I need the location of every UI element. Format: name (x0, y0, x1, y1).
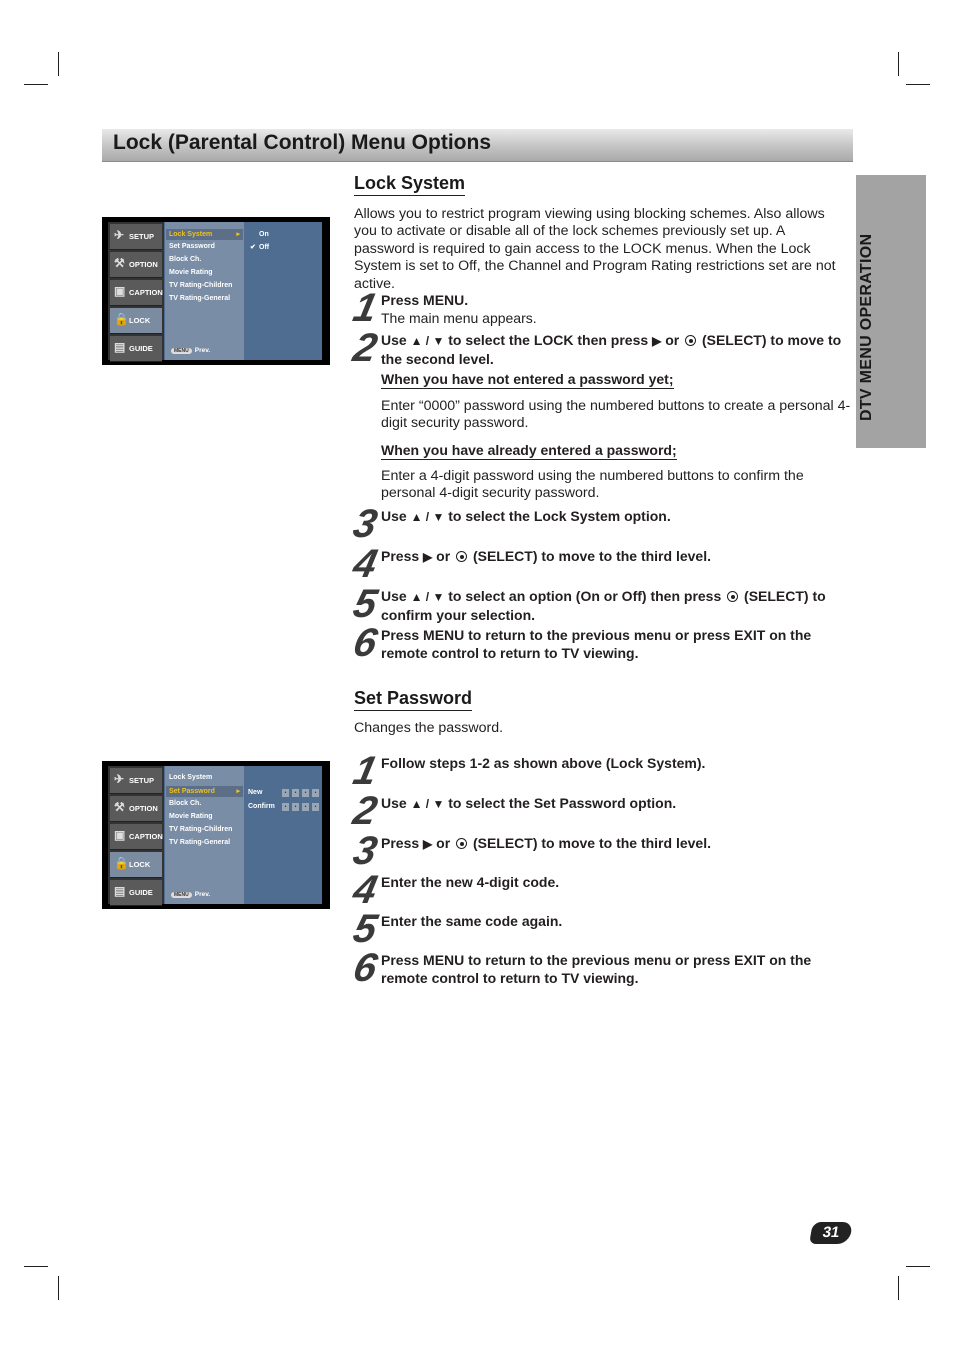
up-down-arrow-icon: ▲ / ▼ (410, 797, 445, 811)
right-arrow-icon: ▶ (423, 837, 433, 851)
lock-icon: 🔒 (114, 312, 129, 326)
wrench-icon: ⚒ (114, 256, 125, 270)
step-number: 4 (349, 868, 380, 912)
step-number: 6 (349, 621, 380, 665)
osd-menu-item: TV Rating-General (169, 839, 231, 846)
osd-menu-item: TV Rating-General (169, 295, 231, 302)
step-text: Press MENU. (381, 292, 469, 308)
select-button-icon (456, 838, 467, 849)
osd-menu-item: TV Rating-Children (169, 826, 233, 833)
step-number: 5 (349, 582, 380, 626)
osd-setup-button: ✈ SETUP (110, 768, 162, 794)
osd-menu-item: Set Password ▸ (166, 786, 243, 797)
osd-menu-item: Block Ch. (169, 256, 202, 263)
step-number: 1 (349, 749, 380, 793)
osd-lock-button: 🔒 LOCK (110, 308, 162, 334)
lock-system-intro: Allows you to restrict program viewing using blocking schemes. Also allows you to activate or disable all of the lock schemes previously set up. A password is required to gain access to the LOCK menus. When the Lock System is set to Off, the Channel and Program Rating restrictions set are not active. (354, 206, 836, 292)
lock-icon: 🔒 (114, 856, 129, 870)
osd-digit-box: • (282, 789, 289, 797)
step-number: 5 (349, 907, 380, 951)
select-button-icon (685, 335, 696, 346)
osd-prev-hint: MENU Prev. (171, 891, 210, 898)
caption-icon: ▣ (114, 284, 126, 298)
osd-digit-box: • (282, 803, 289, 811)
wrench-icon: ⚒ (114, 800, 125, 814)
osd-digit-box: • (302, 789, 309, 797)
osd-menu-item: Lock System ▸ (166, 229, 243, 240)
osd-option-on: On (259, 231, 269, 238)
step-text: Press MENU to return to the previous menu or press EXIT on the remote control to return to TV viewing. (381, 627, 812, 661)
set-password-intro: Changes the password. (354, 720, 504, 736)
crop-mark (898, 1276, 899, 1300)
page-title: Lock (Parental Control) Menu Options (113, 131, 492, 154)
osd-sidebar (108, 766, 164, 904)
crop-mark (24, 84, 48, 85)
step-text: Enter the same code again. (381, 913, 563, 929)
osd-digit-box: • (292, 789, 299, 797)
note-text-no-password: Enter “0000” password using the numbered buttons to create a personal 4-digit security password. (381, 398, 851, 432)
up-down-arrow-icon: ▲ / ▼ (410, 590, 445, 604)
osd-menu-list (165, 222, 244, 360)
up-down-arrow-icon: ▲ / ▼ (410, 510, 445, 524)
crop-mark (906, 84, 930, 85)
right-arrow-icon: ▶ (652, 334, 662, 348)
chapter-label: DTV MENU OPERATION (858, 233, 875, 421)
osd-menu-item: Movie Rating (169, 269, 213, 276)
satellite-icon: ✈ (114, 772, 125, 786)
step-number: 2 (349, 789, 380, 833)
osd-digit-box: • (292, 803, 299, 811)
osd-caption-button: ▣ CAPTION (110, 824, 162, 850)
chapter-side-tab (856, 175, 926, 448)
note-text-has-password: Enter a 4-digit password using the numbered buttons to confirm the personal 4-digit security password. (381, 468, 804, 502)
osd-setup-button: ✈ SETUP (110, 224, 162, 250)
step-number: 2 (349, 326, 380, 370)
step-number: 3 (349, 829, 380, 873)
osd-frame (108, 222, 322, 360)
crop-mark (58, 1276, 59, 1300)
osd-menu-item: Lock System (169, 774, 213, 781)
guide-icon: ▤ (114, 884, 126, 898)
crop-mark (24, 1266, 48, 1267)
crop-mark (58, 52, 59, 76)
crop-mark (898, 52, 899, 76)
osd-arrow-icon: ▸ (236, 231, 240, 238)
osd-prev-hint: MENU Prev. (171, 347, 210, 354)
osd-frame (108, 766, 322, 904)
select-button-icon (456, 551, 467, 562)
osd-lock-button: 🔒 LOCK (110, 852, 162, 878)
osd-option-button: ⚒ OPTION (110, 796, 162, 822)
osd-menu-item: TV Rating-Children (169, 282, 233, 289)
step-number: 4 (349, 542, 380, 586)
osd-set-password-screenshot (102, 761, 330, 909)
osd-guide-button: ▤ GUIDE (110, 880, 162, 906)
step-number: 6 (349, 946, 380, 990)
osd-menu-item: Block Ch. (169, 800, 202, 807)
set-password-heading: Set Password (354, 687, 472, 711)
step-number: 3 (349, 502, 380, 546)
step-subtext: The main menu appears. (381, 309, 537, 326)
note-heading-no-password: When you have not entered a password yet; (381, 371, 674, 387)
osd-guide-button: ▤ GUIDE (110, 336, 162, 362)
note-heading-has-password: When you have already entered a password; (381, 442, 677, 458)
section-header-bar (102, 129, 853, 162)
osd-option-off: Off (259, 244, 270, 251)
step-number: 1 (349, 286, 380, 330)
guide-icon: ▤ (114, 340, 126, 354)
up-down-arrow-icon: ▲ / ▼ (410, 334, 445, 348)
osd-menu-item: Set Password (169, 243, 215, 250)
right-arrow-icon: ▶ (423, 550, 433, 564)
osd-option-button: ⚒ OPTION (110, 252, 162, 278)
select-button-icon (727, 591, 738, 602)
lock-system-heading: Lock System (354, 172, 465, 196)
osd-arrow-icon: ▸ (236, 788, 240, 795)
caption-icon: ▣ (114, 828, 126, 842)
osd-digit-box: • (312, 803, 319, 811)
osd-menu-list (165, 766, 244, 904)
osd-digit-box: • (312, 789, 319, 797)
osd-menu-item: Movie Rating (169, 813, 213, 820)
step-text: Follow steps 1-2 as shown above (Lock System). (381, 755, 706, 771)
osd-new-label: New (248, 789, 263, 796)
osd-confirm-label: Confirm (248, 803, 275, 810)
page-number: 31 (809, 1222, 853, 1244)
osd-lock-system-screenshot (102, 217, 330, 365)
step-text: Press MENU to return to the previous menu or press EXIT on the remote control to return to TV viewing. (381, 952, 812, 986)
osd-sidebar (108, 222, 164, 360)
crop-mark (906, 1266, 930, 1267)
osd-check-icon: ✔ (250, 244, 256, 251)
osd-digit-box: • (302, 803, 309, 811)
step-text: Enter the new 4-digit code. (381, 874, 560, 890)
satellite-icon: ✈ (114, 228, 125, 242)
osd-caption-button: ▣ CAPTION (110, 280, 162, 306)
